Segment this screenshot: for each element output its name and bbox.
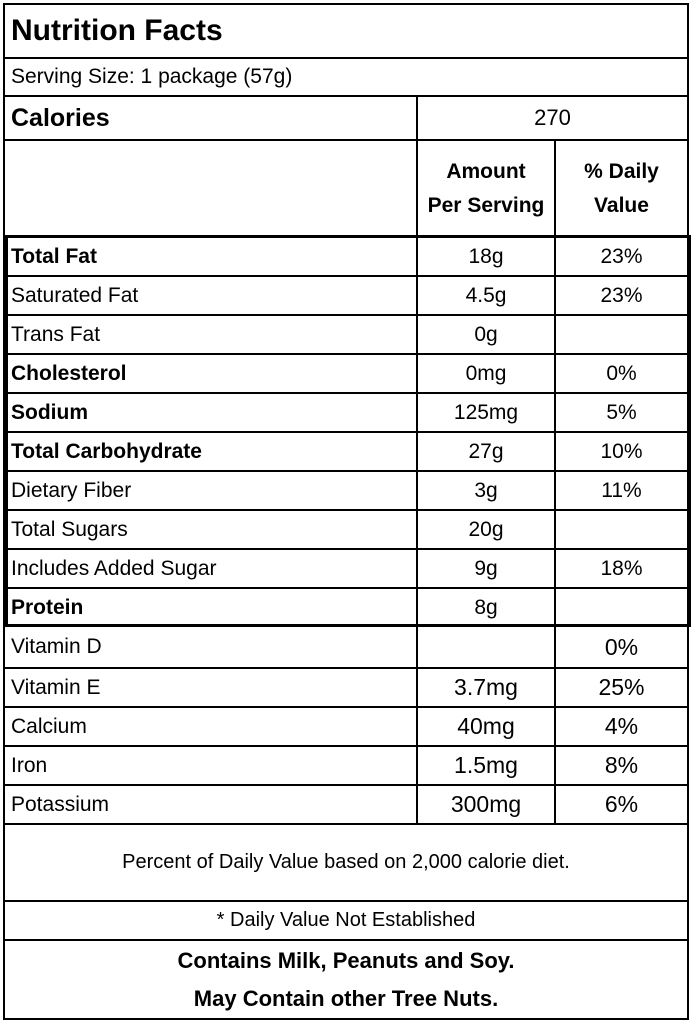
calories-label: Calories bbox=[11, 103, 110, 132]
nutrient-name: Saturated Fat bbox=[11, 283, 139, 307]
nutrient-amount: 20g bbox=[416, 511, 554, 548]
nutrient-dv: 18% bbox=[554, 550, 687, 587]
vitamin-dv: 0% bbox=[554, 627, 687, 667]
nutrient-row-added-sugar bbox=[5, 548, 687, 587]
not-established-note: * Daily Value Not Established bbox=[216, 909, 476, 931]
vitamin-name: Vitamin E bbox=[11, 675, 101, 699]
nutrient-row-cholesterol bbox=[5, 353, 687, 392]
nutrient-name: Dietary Fiber bbox=[11, 478, 132, 502]
nutrient-row-saturated-fat bbox=[5, 275, 687, 314]
vitamin-name: Iron bbox=[11, 753, 48, 777]
nutrient-name: Includes Added Sugar bbox=[11, 556, 217, 580]
nutrient-amount: 27g bbox=[416, 433, 554, 470]
nutrient-row-protein bbox=[5, 587, 687, 627]
nutrient-amount: 3g bbox=[416, 472, 554, 509]
nutrient-amount: 9g bbox=[416, 550, 554, 587]
nutrient-name: Cholesterol bbox=[11, 361, 127, 385]
nutrient-dv bbox=[554, 316, 687, 353]
nutrient-amount: 8g bbox=[416, 589, 554, 627]
vitamin-row-potassium bbox=[5, 784, 687, 823]
vitamin-row-vitamin-d bbox=[5, 627, 687, 667]
nutrient-name: Protein bbox=[11, 596, 84, 619]
nutrient-name: Sodium bbox=[11, 400, 88, 424]
vitamin-amount: 3.7mg bbox=[416, 669, 554, 706]
amount-header-line2: Per Serving bbox=[427, 193, 545, 217]
vitamin-amount: 300mg bbox=[416, 786, 554, 823]
nutrient-dv: 23% bbox=[554, 277, 687, 314]
label-title: Nutrition Facts bbox=[11, 14, 223, 47]
nutrient-amount: 18g bbox=[416, 238, 554, 275]
amount-header-line1: Amount bbox=[446, 159, 526, 183]
vitamin-amount: 1.5mg bbox=[416, 747, 554, 784]
allergen-statement bbox=[5, 941, 687, 1018]
nutrient-dv: 11% bbox=[554, 472, 687, 509]
footnote-row bbox=[5, 823, 687, 900]
not-established-row bbox=[5, 900, 687, 939]
vitamin-amount: 40mg bbox=[416, 708, 554, 745]
vitamin-row-vitamin-e bbox=[5, 667, 687, 706]
daily-value-footnote: Percent of Daily Value based on 2,000 calorie diet. bbox=[122, 851, 570, 873]
nutrient-amount: 4.5g bbox=[416, 277, 554, 314]
nutrient-amount: 0mg bbox=[416, 355, 554, 392]
vitamin-dv: 6% bbox=[554, 786, 687, 823]
header-blank bbox=[5, 141, 416, 236]
dv-header-line2: Value bbox=[594, 193, 649, 217]
dv-header-line1: % Daily bbox=[584, 159, 659, 183]
nutrient-dv: 5% bbox=[554, 394, 687, 431]
nutrient-row-total-fat bbox=[5, 236, 687, 275]
nutrient-row-total-sugars bbox=[5, 509, 687, 548]
nutrient-name: Total Fat bbox=[11, 244, 97, 268]
daily-value-header bbox=[554, 141, 687, 236]
calories-row bbox=[5, 95, 687, 139]
nutrient-dv bbox=[554, 511, 687, 548]
amount-per-serving-header bbox=[416, 141, 554, 236]
nutrient-dv bbox=[554, 589, 687, 627]
nutrient-row-dietary-fiber bbox=[5, 470, 687, 509]
nutrient-row-sodium bbox=[5, 392, 687, 431]
nutrient-dv: 23% bbox=[554, 238, 687, 275]
calories-value: 270 bbox=[416, 97, 687, 139]
allergen-contains: Contains Milk, Peanuts and Soy. bbox=[177, 947, 515, 973]
nutrient-dv: 0% bbox=[554, 355, 687, 392]
serving-size-row bbox=[5, 57, 687, 95]
nutrient-row-total-carbohydrate bbox=[5, 431, 687, 470]
nutrient-amount: 0g bbox=[416, 316, 554, 353]
vitamin-row-calcium bbox=[5, 706, 687, 745]
allergen-may-contain: May Contain other Tree Nuts. bbox=[193, 985, 499, 1011]
serving-size: Serving Size: 1 package (57g) bbox=[11, 65, 293, 88]
column-header-row bbox=[5, 139, 687, 236]
nutrient-dv: 10% bbox=[554, 433, 687, 470]
nutrient-name: Total Sugars bbox=[11, 517, 128, 541]
vitamin-amount bbox=[416, 627, 554, 667]
nutrient-name: Total Carbohydrate bbox=[11, 439, 202, 463]
nutrient-amount: 125mg bbox=[416, 394, 554, 431]
allergen-row bbox=[5, 939, 687, 1018]
nutrition-label bbox=[3, 3, 689, 1020]
vitamin-dv: 25% bbox=[554, 669, 687, 706]
vitamin-dv: 8% bbox=[554, 747, 687, 784]
vitamin-row-iron bbox=[5, 745, 687, 784]
vitamin-dv: 4% bbox=[554, 708, 687, 745]
vitamin-name: Vitamin D bbox=[11, 635, 102, 658]
title-row bbox=[5, 5, 687, 57]
nutrient-row-trans-fat bbox=[5, 314, 687, 353]
vitamin-name: Calcium bbox=[11, 714, 87, 738]
vitamin-name: Potassium bbox=[11, 792, 110, 816]
nutrient-name: Trans Fat bbox=[11, 322, 101, 346]
